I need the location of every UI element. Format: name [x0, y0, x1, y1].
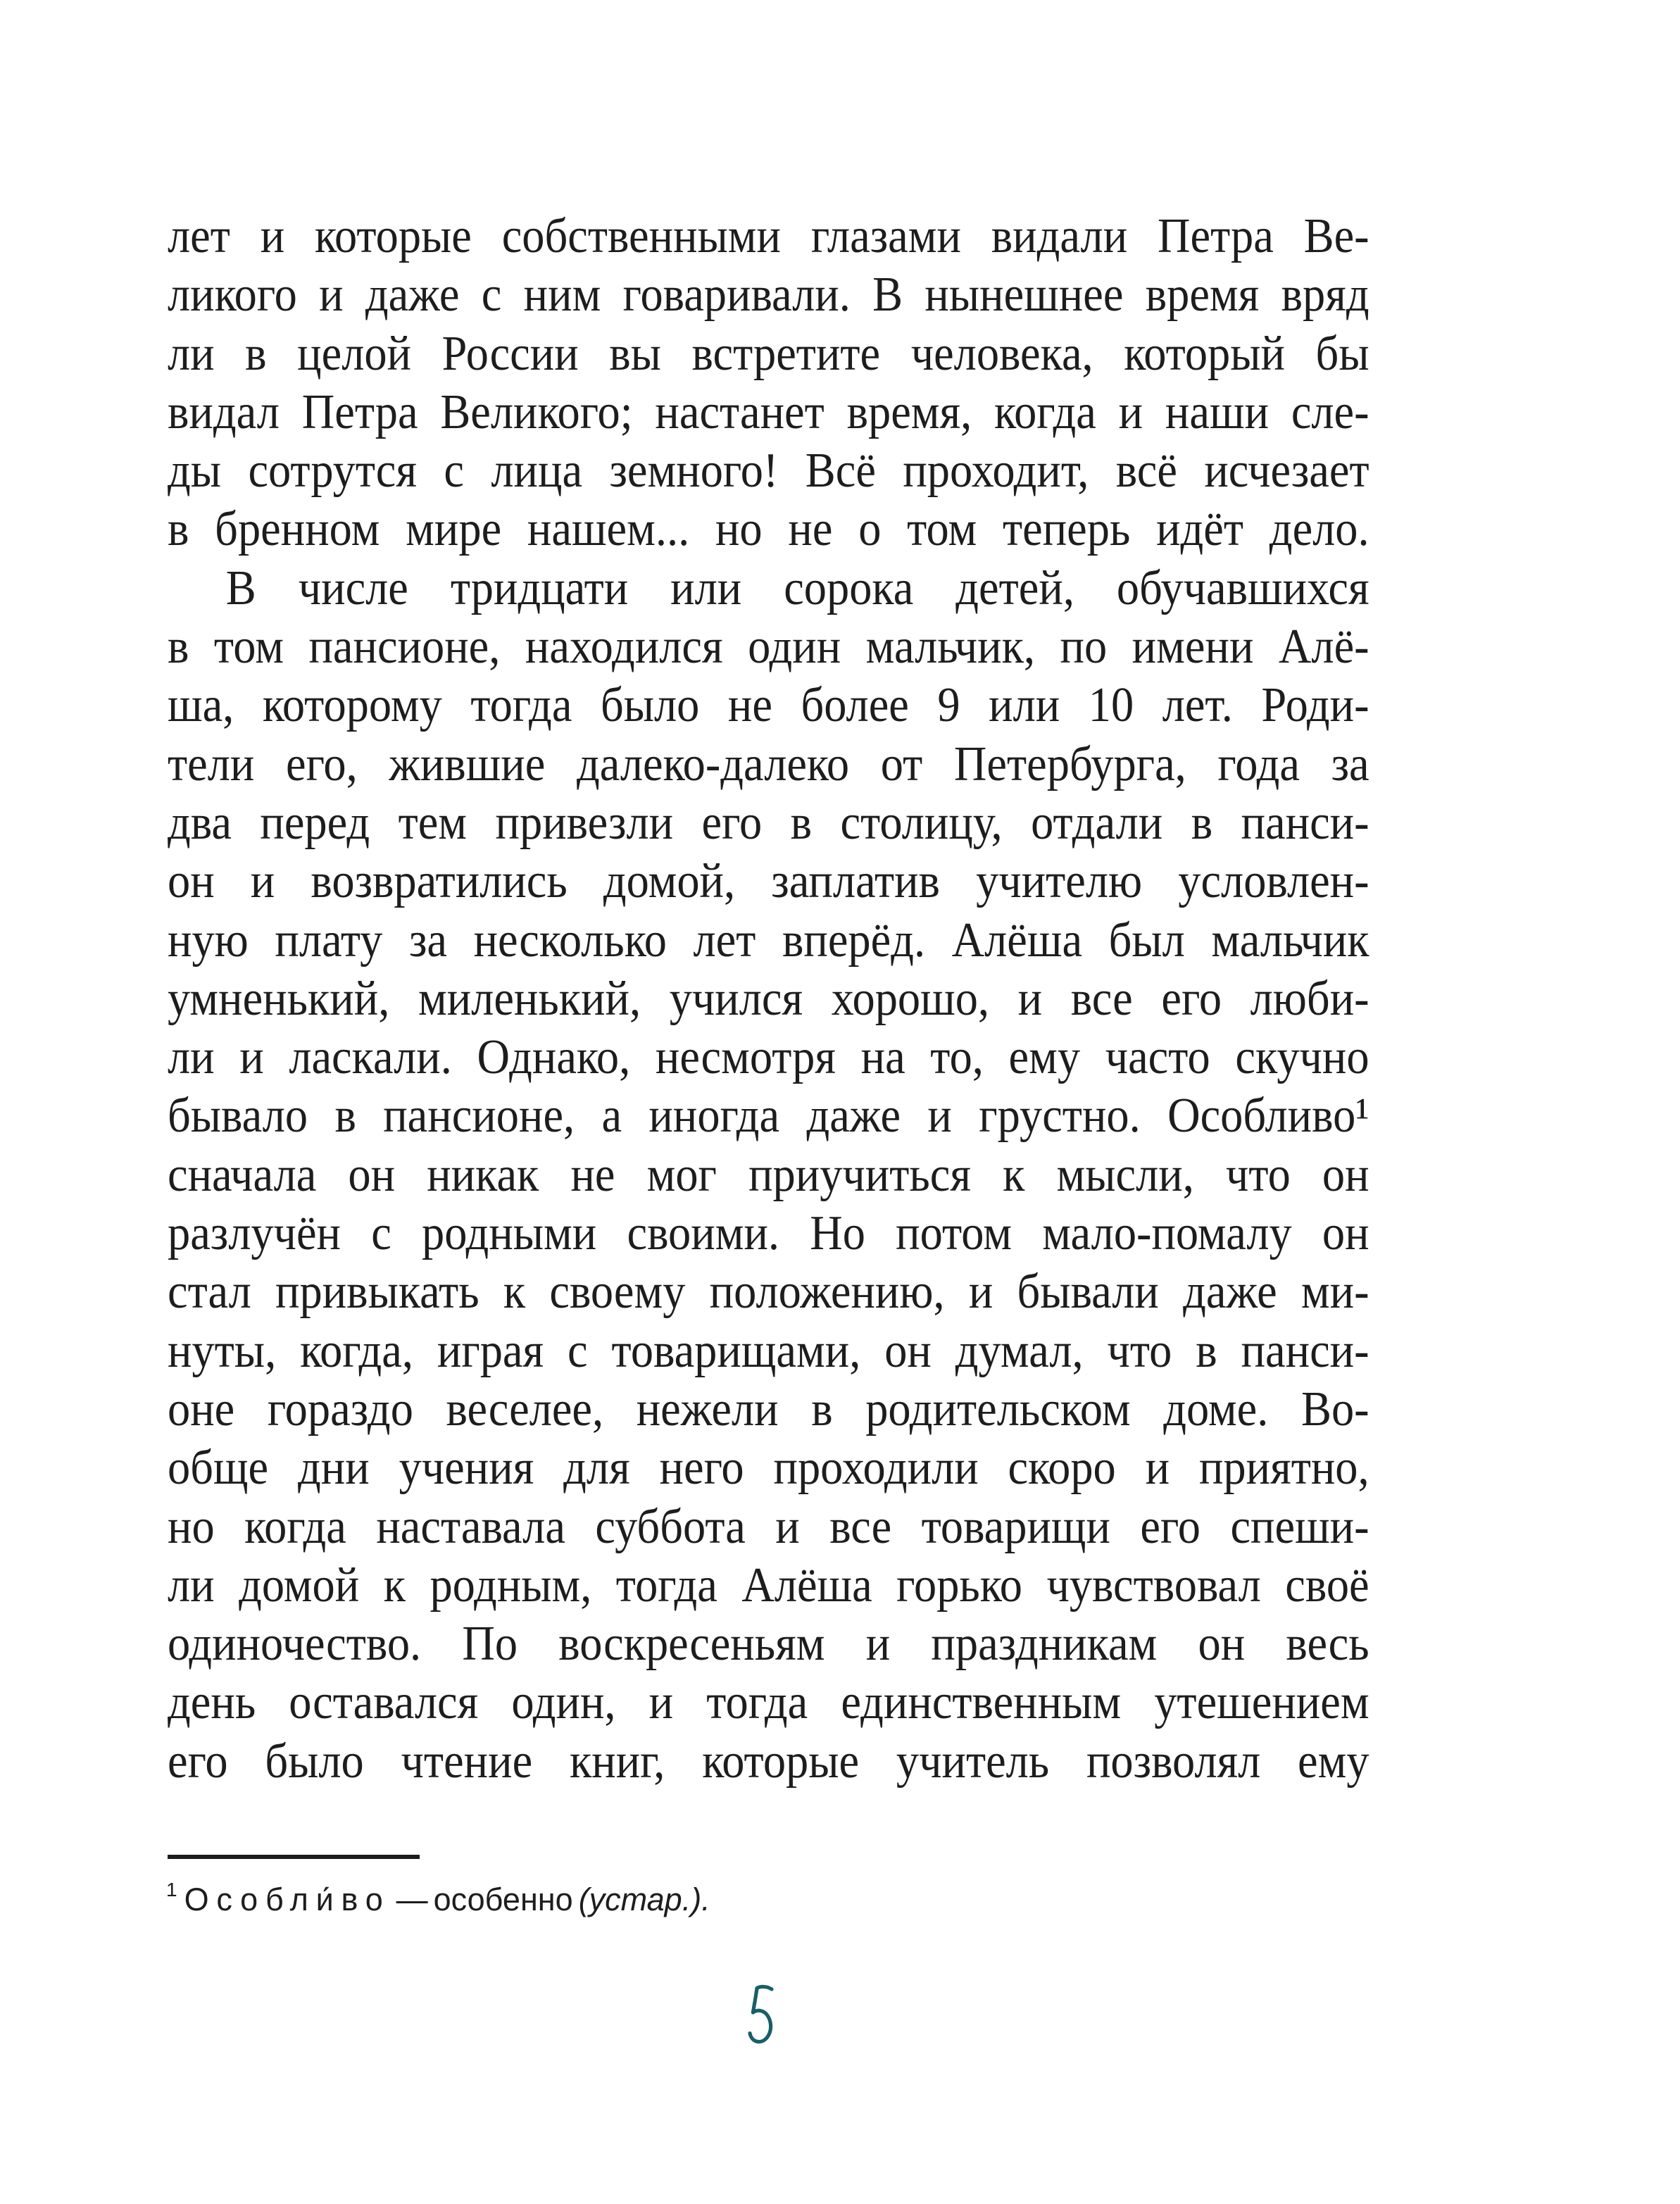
text-line: его было чтение книг, которые учитель позволял ему — [168, 1734, 1369, 1789]
text-line: стал привыкать к своему положению, и бывали даже ми- — [168, 1265, 1369, 1320]
text-line: ную плату за несколько лет вперёд. Алёша был мальчик — [168, 913, 1369, 968]
text-line: ли и ласкали. Однако, несмотря на то, ему часто скучно — [168, 1030, 1369, 1085]
text-line: разлучён с родными своими. Но потом мало-помалу он — [168, 1206, 1369, 1261]
page-number — [744, 1983, 779, 2048]
footnote — [166, 1867, 1293, 1922]
text-line: ды сотрутся с лица земного! Всё проходит, всё исчезает — [168, 444, 1369, 499]
footnote-definition: особенно — [433, 1881, 573, 1917]
text-line: нуты, когда, играя с товарищами, он думал, что в панси- — [168, 1323, 1369, 1378]
text-line: два перед тем привезли его в столицу, отдали в панси- — [168, 795, 1369, 850]
footnote-term: Особли́во — [184, 1881, 391, 1917]
text-line: В числе тридцати или сорока детей, обучавшихся — [225, 561, 1369, 615]
footnote-marker: 1 — [166, 1879, 177, 1901]
text-line: видал Петра Великого; настанет время, когда и наши сле- — [168, 384, 1369, 439]
text-line: в том пансионе, находился один мальчик, по имени Алё- — [168, 620, 1369, 675]
page-number-value — [744, 1983, 779, 2048]
text-line: умненький, миленький, учился хорошо, и все его люби- — [168, 971, 1369, 1026]
text-line: оне гораздо веселее, нежели в родительском доме. Во- — [168, 1382, 1369, 1436]
footnote-dash: — — [396, 1881, 428, 1917]
text-line: обще дни учения для него проходили скоро и приятно, — [168, 1441, 1369, 1496]
text-line: одиночество. По воскресеньям и праздникам он весь — [168, 1617, 1369, 1672]
text-line: тели его, жившие далеко-далеко от Петербурга, года за — [168, 737, 1369, 791]
text-line: день оставался один, и тогда единственным утешением — [168, 1675, 1369, 1730]
text-line: лет и которые собственными глазами видали Петра Ве- — [168, 209, 1369, 263]
text-line: ли в целой России вы встретите человека, который бы — [168, 326, 1369, 381]
footnote-qualifier: (устар.). — [578, 1881, 710, 1917]
body-text — [168, 207, 1369, 1791]
text-line: сначала он никак не мог приучиться к мысли, что он — [168, 1147, 1369, 1202]
text-line: он и возвратились домой, заплатив учителю условлен- — [168, 854, 1369, 909]
text-line: ликого и даже с ним говаривали. В нынешнее время вряд — [168, 268, 1369, 323]
text-line: бывало в пансионе, а иногда даже и грустно. Особливо¹ — [168, 1089, 1369, 1144]
text-line: ли домой к родным, тогда Алёша горько чувствовал своё — [168, 1558, 1369, 1613]
text-line: в бренном мире нашем... но не о том теперь идёт дело. — [168, 502, 1369, 557]
text-line: но когда наставала суббота и все товарищи его спеши- — [168, 1499, 1369, 1554]
text-line: ша, которому тогда было не более 9 или 10 лет. Роди- — [168, 678, 1369, 733]
footnote-rule — [168, 1855, 420, 1859]
